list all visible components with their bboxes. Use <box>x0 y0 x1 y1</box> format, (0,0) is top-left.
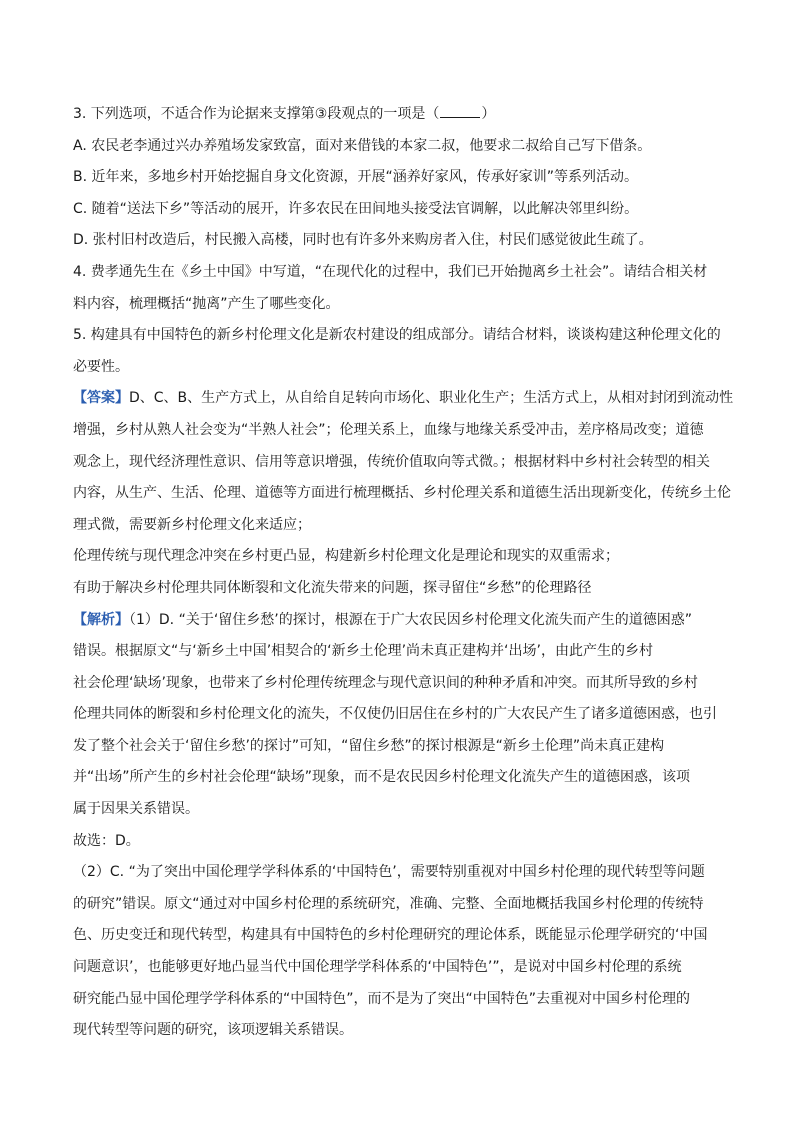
question-4-line: 料内容，梳理概括“抛离”产生了哪些变化。 <box>73 295 340 312</box>
answer-line: 观念上，现代经济理性意识、信用等意识增强，传统价值取向等式微。；根据材料中乡村社会转型的相关 <box>73 453 710 470</box>
answer-line: 增强，乡村从熟人社会变为“半熟人社会”；伦理关系上，血缘与地缘关系受冲击，差序格局改变；道德 <box>73 421 704 438</box>
answer-line: 内容，从生产、生活、伦理、道德等方面进行梳理概括、乡村伦理关系和道德生活出现新变化，传统乡土伦 <box>73 485 731 502</box>
analysis-text: （1）D. “关于‘留住乡愁’的探讨，根源在于广大农民因乡村伦理文化流失而产生的道德困惑” <box>129 611 692 628</box>
answer-line: 有助于解决乡村伦理共同体断裂和文化流失带来的问题，探寻留住“乡愁”的伦理路径 <box>73 579 592 596</box>
answer-line: 伦理传统与现代理念冲突在乡村更凸显，构建新乡村伦理文化是理论和现实的双重需求； <box>73 548 619 565</box>
question-3-option-b: B. 近年来，多地乡村开始挖掘自身文化资源，开展“涵养好家风，传承好家训”等系列活动。 <box>73 169 639 186</box>
analysis-line: 伦理共同体的断裂和乡村伦理文化的流失，不仅使仍旧居住在乡村的广大农民产生了诸多道德困惑，也引 <box>73 706 717 723</box>
analysis-line: 故选：D。 <box>73 832 140 849</box>
analysis-line: 社会伦理‘缺场’现象，也带来了乡村伦理传统理念与现代意识间的种种矛盾和冲突。而其所导致的乡村 <box>73 674 698 691</box>
question-3-stem-close: ） <box>481 106 496 122</box>
analysis-line: 属于因果关系错误。 <box>73 801 199 818</box>
question-5-line: 必要性。 <box>73 358 129 375</box>
analysis-line: 错误。根据原文“与‘新乡土中国’相契合的‘新乡土伦理’尚未真正建构并‘出场’，由此产生的乡村 <box>73 643 653 660</box>
analysis-line: 并“出场”所产生的乡村社会伦理“缺场”现象，而不是农民因乡村伦理文化流失产生的道德困惑，该项 <box>73 769 691 786</box>
analysis-line: 色、历史变迁和现代转型，构建具有中国特色的乡村伦理研究的理论体系，既能显示伦理学研究的‘中国 <box>73 927 708 944</box>
answer-line: 理式微，需要新乡村伦理文化来适应； <box>73 516 311 533</box>
analysis-line: 发了整个社会关于‘留住乡愁’的探讨”可知，“留住乡愁”的探讨根源是“新乡土伦理”尚未真正建构 <box>73 737 665 754</box>
question-3-stem-text: 3. 下列选项，不适合作为论据来支撑第③段观点的一项是（ <box>73 106 440 122</box>
analysis-label: 【解析】 <box>73 611 129 628</box>
answer-blank <box>440 103 480 118</box>
answer-text: D、C、B、生产方式上，从自给自足转向市场化、职业化生产；生活方式上，从相对封闭到流动性 <box>129 390 733 407</box>
analysis-line: 研究能凸显中国伦理学学科体系的“中国特色”，而不是为了突出“中国特色”去重视对中国乡村伦理的 <box>73 990 691 1007</box>
question-5-line: 5. 构建具有中国特色的新乡村伦理文化是新农村建设的组成部分。请结合材料，谈谈构建这种伦理文化的 <box>73 327 721 344</box>
analysis-first-line <box>73 605 733 637</box>
question-3-option-a: A. 农民老李通过兴办养殖场发家致富，面对来借钱的本家二叔，他要求二叔给自己写下借条。 <box>73 137 652 154</box>
analysis-line: （2）C. “为了突出中国伦理学学科体系的‘中国特色’，需要特别重视对中国乡村伦理的现代转型等问题 <box>73 864 705 881</box>
analysis-line: 现代转型等问题的研究，该项逻辑关系错误。 <box>73 1022 353 1039</box>
analysis-line: 问题意识’，也能够更好地凸显当代中国伦理学学科体系的‘中国特色’”，是说对中国乡村伦理的系统 <box>73 959 682 976</box>
question-4-line: 4. 费孝通先生在《乡土中国》中写道，“在现代化的过程中，我们已开始抛离乡土社会”。请结合相关材 <box>73 263 708 280</box>
document-page <box>73 99 733 1047</box>
answer-first-line <box>73 383 733 415</box>
question-3-option-c: C. 随着“送法下乡”等活动的展开，许多农民在田间地头接受法官调解，以此解决邻里纠纷。 <box>73 200 639 217</box>
question-3-option-d: D. 张村旧村改造后，村民搬入高楼，同时也有许多外来购房者入住，村民们感觉彼此生疏了。 <box>73 232 653 249</box>
question-3-stem <box>73 99 733 131</box>
analysis-line: 的研究”错误。原文“通过对中国乡村伦理的系统研究，准确、完整、全面地概括我国乡村伦理的传统特 <box>73 895 704 912</box>
answer-label: 【答案】 <box>73 390 129 407</box>
